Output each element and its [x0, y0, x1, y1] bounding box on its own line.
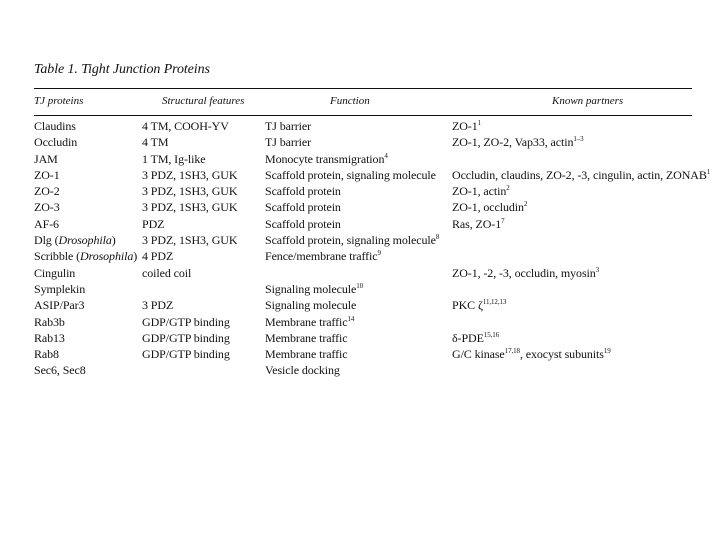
table-row	[0, 232, 720, 248]
table-row	[0, 183, 720, 199]
function-text: Membrane traffic	[265, 330, 348, 345]
function-reference: 4	[384, 151, 388, 160]
function-reference: 10	[356, 281, 363, 290]
cell-protein	[34, 330, 65, 346]
partners-text: δ-PDE	[452, 330, 484, 345]
cell-function	[265, 118, 311, 134]
protein-name: ZO-2	[34, 184, 60, 199]
protein-name: Occludin	[34, 135, 78, 150]
function-text: TJ barrier	[265, 119, 311, 133]
table-row	[0, 265, 720, 281]
cell-protein	[34, 314, 65, 330]
partners-reference: 17,18	[504, 347, 520, 356]
partners-text: Occludin, claudins, ZO-2, -3, cingulin, actin, ZONAB	[452, 167, 707, 182]
cell-partners	[452, 330, 499, 346]
function-text: Scaffold protein	[265, 216, 341, 231]
protein-name-tail: )	[111, 233, 116, 248]
cell-protein	[34, 362, 86, 378]
protein-name: Sec6, Sec8	[34, 363, 86, 378]
table-row	[0, 297, 720, 313]
partners-reference: 1	[706, 167, 711, 176]
top-rule	[34, 88, 692, 89]
cell-protein	[34, 265, 75, 281]
protein-name: Dlg (	[34, 233, 59, 248]
cell-partners	[452, 346, 611, 362]
function-text: Vesicle docking	[265, 363, 340, 378]
function-text: Membrane traffic	[265, 314, 348, 329]
cell-partners	[452, 167, 710, 183]
function-text: Scaffold protein, signaling molecule	[265, 167, 436, 182]
partners-reference: 3	[595, 265, 600, 274]
function-reference: 14	[347, 314, 355, 323]
protein-name: Rab8	[34, 347, 59, 362]
header-known-partners: Known partners	[552, 95, 624, 107]
protein-name: ZO-1	[34, 167, 60, 182]
header-function: Function	[330, 95, 370, 107]
cell-function	[265, 134, 311, 150]
cell-protein	[34, 199, 60, 215]
protein-name: Cingulin	[34, 265, 76, 280]
partners-reference: 11,12,13	[482, 298, 507, 307]
cell-function	[265, 232, 439, 248]
function-text: Scaffold protein	[265, 200, 341, 215]
cell-function	[265, 281, 363, 297]
partners-text-tail: , exocyst subunits	[519, 347, 604, 362]
cell-protein	[34, 232, 116, 248]
cell-structure: 3 PDZ, 1SH3, GUK	[142, 200, 238, 215]
cell-function	[265, 314, 354, 330]
function-text: Scaffold protein	[265, 184, 341, 199]
cell-protein	[34, 248, 137, 264]
cell-protein	[34, 216, 59, 232]
table-row	[0, 134, 720, 150]
function-text: Signaling molecule	[265, 281, 357, 296]
cell-partners	[452, 183, 510, 199]
cell-structure: 4 TM, COOH-YV	[142, 119, 229, 133]
partners-text: G/C kinase	[452, 347, 505, 362]
cell-protein	[34, 151, 58, 167]
protein-name: Scribble (	[34, 249, 80, 264]
cell-protein	[34, 118, 76, 134]
partners-text: PKC ζ	[452, 298, 483, 313]
cell-function	[265, 151, 388, 167]
cell-function	[265, 297, 356, 313]
cell-partners	[452, 118, 481, 134]
cell-function	[265, 216, 341, 232]
partners-reference: 1–3	[573, 135, 584, 144]
table-row	[0, 248, 720, 264]
cell-structure: GDP/GTP binding	[142, 330, 230, 345]
function-reference: 9	[377, 249, 381, 258]
cell-protein	[34, 134, 77, 150]
species-name: Drosophila	[80, 249, 134, 264]
header-structural-features: Structural features	[162, 95, 245, 107]
function-reference: 8	[435, 233, 440, 242]
cell-partners	[452, 297, 506, 313]
table-row	[0, 314, 720, 330]
cell-partners	[452, 199, 527, 215]
cell-function	[265, 167, 436, 183]
cell-structure: PDZ	[142, 216, 165, 231]
function-text: Fence/membrane traffic	[265, 249, 378, 264]
function-text: TJ barrier	[265, 135, 311, 150]
table-row	[0, 362, 720, 378]
partners-text: ZO-1	[452, 119, 478, 133]
table-row	[0, 167, 720, 183]
table-row	[0, 118, 720, 134]
partners-reference: 7	[501, 216, 505, 225]
cell-protein	[34, 297, 84, 313]
table-body	[0, 118, 720, 379]
cell-function	[265, 183, 341, 199]
function-text: Membrane traffic	[265, 347, 348, 362]
protein-name: ASIP/Par3	[34, 298, 85, 313]
protein-name: Claudins	[34, 119, 76, 133]
cell-function	[265, 199, 341, 215]
cell-function	[265, 248, 381, 264]
cell-structure: GDP/GTP binding	[142, 347, 230, 362]
cell-protein	[34, 183, 60, 199]
table-row	[0, 216, 720, 232]
protein-name: ZO-3	[34, 200, 60, 215]
function-text: Signaling molecule	[265, 298, 357, 313]
partners-reference: 1	[477, 119, 481, 127]
cell-structure: 3 PDZ	[142, 298, 174, 313]
cell-function	[265, 362, 340, 378]
cell-function	[265, 346, 347, 362]
cell-protein	[34, 346, 59, 362]
header-tj-proteins: TJ proteins	[34, 95, 84, 107]
partners-text: ZO-1, -2, -3, occludin, myosin	[452, 265, 596, 280]
partners-text: Ras, ZO-1	[452, 216, 502, 231]
cell-structure: coiled coil	[142, 265, 192, 280]
protein-name: Rab3b	[34, 314, 65, 329]
protein-name: Symplekin	[34, 281, 86, 296]
partners-reference: 2	[523, 200, 528, 209]
cell-structure: 4 TM	[142, 135, 169, 150]
species-name: Drosophila	[58, 233, 112, 248]
cell-function	[265, 330, 347, 346]
cell-partners	[452, 216, 505, 232]
protein-name-tail: )	[133, 249, 138, 264]
table-row	[0, 281, 720, 297]
partners-text: ZO-1, actin	[452, 184, 507, 199]
cell-partners	[452, 265, 599, 281]
cell-structure: GDP/GTP binding	[142, 314, 230, 329]
cell-structure: 3 PDZ, 1SH3, GUK	[142, 233, 238, 248]
partners-text: ZO-1, occludin	[452, 200, 524, 215]
cell-structure: 3 PDZ, 1SH3, GUK	[142, 167, 238, 182]
cell-partners	[452, 134, 584, 150]
partners-tail-reference: 19	[603, 347, 611, 356]
cell-structure: 4 PDZ	[142, 249, 174, 264]
header-rule	[34, 115, 692, 116]
partners-reference: 15,16	[483, 330, 500, 339]
protein-name: JAM	[34, 151, 58, 166]
cell-structure: 3 PDZ, 1SH3, GUK	[142, 184, 238, 199]
protein-name: AF-6	[34, 216, 59, 231]
table-title: Table 1. Tight Junction Proteins	[34, 62, 210, 77]
cell-protein	[34, 167, 60, 183]
protein-name: Rab13	[34, 330, 65, 345]
table-row	[0, 151, 720, 167]
table-row	[0, 330, 720, 346]
function-text: Monocyte transmigration	[265, 151, 385, 166]
table-row	[0, 199, 720, 215]
partners-text: ZO-1, ZO-2, Vap33, actin	[452, 135, 574, 150]
table-row	[0, 346, 720, 362]
cell-structure: 1 TM, Ig-like	[142, 151, 206, 166]
cell-protein	[34, 281, 85, 297]
partners-reference: 2	[506, 184, 510, 193]
function-text: Scaffold protein, signaling molecule	[265, 233, 436, 248]
